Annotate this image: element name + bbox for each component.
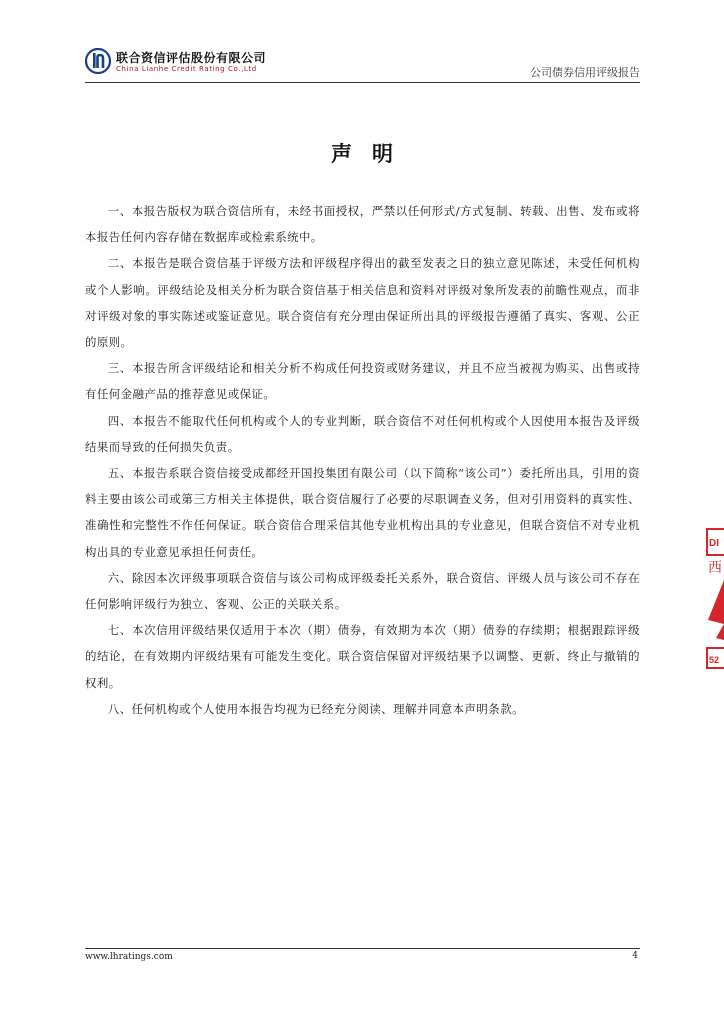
lianhe-logo-icon [85, 48, 111, 74]
paragraph-4: 四、本报告不能取代任何机构或个人的专业判断，联合资信不对任何机构或个人因使用本报告及评级结果而导致的任何损失负责。 [85, 413, 640, 454]
paragraph-1: 一、本报告版权为联合资信所有，未经书面授权，严禁以任何形式/方式复制、转载、出售、发布或将本报告任何内容存储在数据库或检索系统中。 [85, 204, 640, 245]
paragraph-3: 三、本报告所含评级结论和相关分析不构成任何投资或财务建议，并且不应当被视为购买、出售或持有任何金融产品的推荐意见或保证。 [85, 361, 640, 402]
paragraph-5: 五、本报告系联合资信接受成都经开国投集团有限公司（以下简称“该公司”）委托所出具，引用的资料主要由该公司或第三方相关主体提供，联合资信履行了必要的尽职调查义务，但对引用资料的真实性、准确性和完整性不作任何保证。联合资信合理采信其他专业机构出具的专业意见，但联合资信不对专业机构出具的专业意见承担任何责任。 [85, 466, 640, 559]
paragraph-8: 八、任何机构或个人使用本报告均视为已经充分阅读、理解并同意本声明条款。 [107, 701, 524, 716]
paragraph-6: 六、除因本次评级事项联合资信与该公司构成评级委托关系外，联合资信、评级人员与该公司不存在任何影响评级行为独立、客观、公正的关联关系。 [85, 570, 640, 612]
paragraph-7: 七、本次信用评级结果仅适用于本次（期）债券，有效期为本次（期）债券的存续期；根据跟踪评级的结论，在有效期内评级结果有可能发生变化。联合资信保留对评级结果予以调整、更新、终止与撤销的权利。 [85, 623, 640, 690]
declaration-body [85, 198, 640, 722]
report-type: 公司债券信用评级报告 [530, 66, 640, 79]
company-name-en: China Lianhe Credit Rating Co.,Ltd [116, 65, 257, 73]
page-title: 声明 [331, 141, 413, 166]
company-name-cn: 联合资信评估股份有限公司 [116, 51, 267, 65]
page-number: 4 [632, 951, 638, 961]
header-divider [85, 82, 640, 83]
official-seal-stamp [706, 528, 724, 678]
svg-text:DI: DI [709, 538, 719, 549]
footer-divider [85, 948, 640, 949]
svg-text:52: 52 [709, 655, 720, 665]
footer-url: www.lhratings.com [85, 952, 173, 962]
svg-text:西: 西 [708, 560, 722, 576]
paragraph-2: 二、本报告是联合资信基于评级方法和评级程序得出的截至发表之日的独立意见陈述，未受任何机构或个人影响。评级结论及相关分析为联合资信基于相关信息和资料对评级对象所发表的前瞻性观点，而非对评级对象的事实陈述或鉴证意见。联合资信有充分理由保证所出具的评级报告遵循了真实、客观、公正的原则。 [85, 256, 640, 350]
